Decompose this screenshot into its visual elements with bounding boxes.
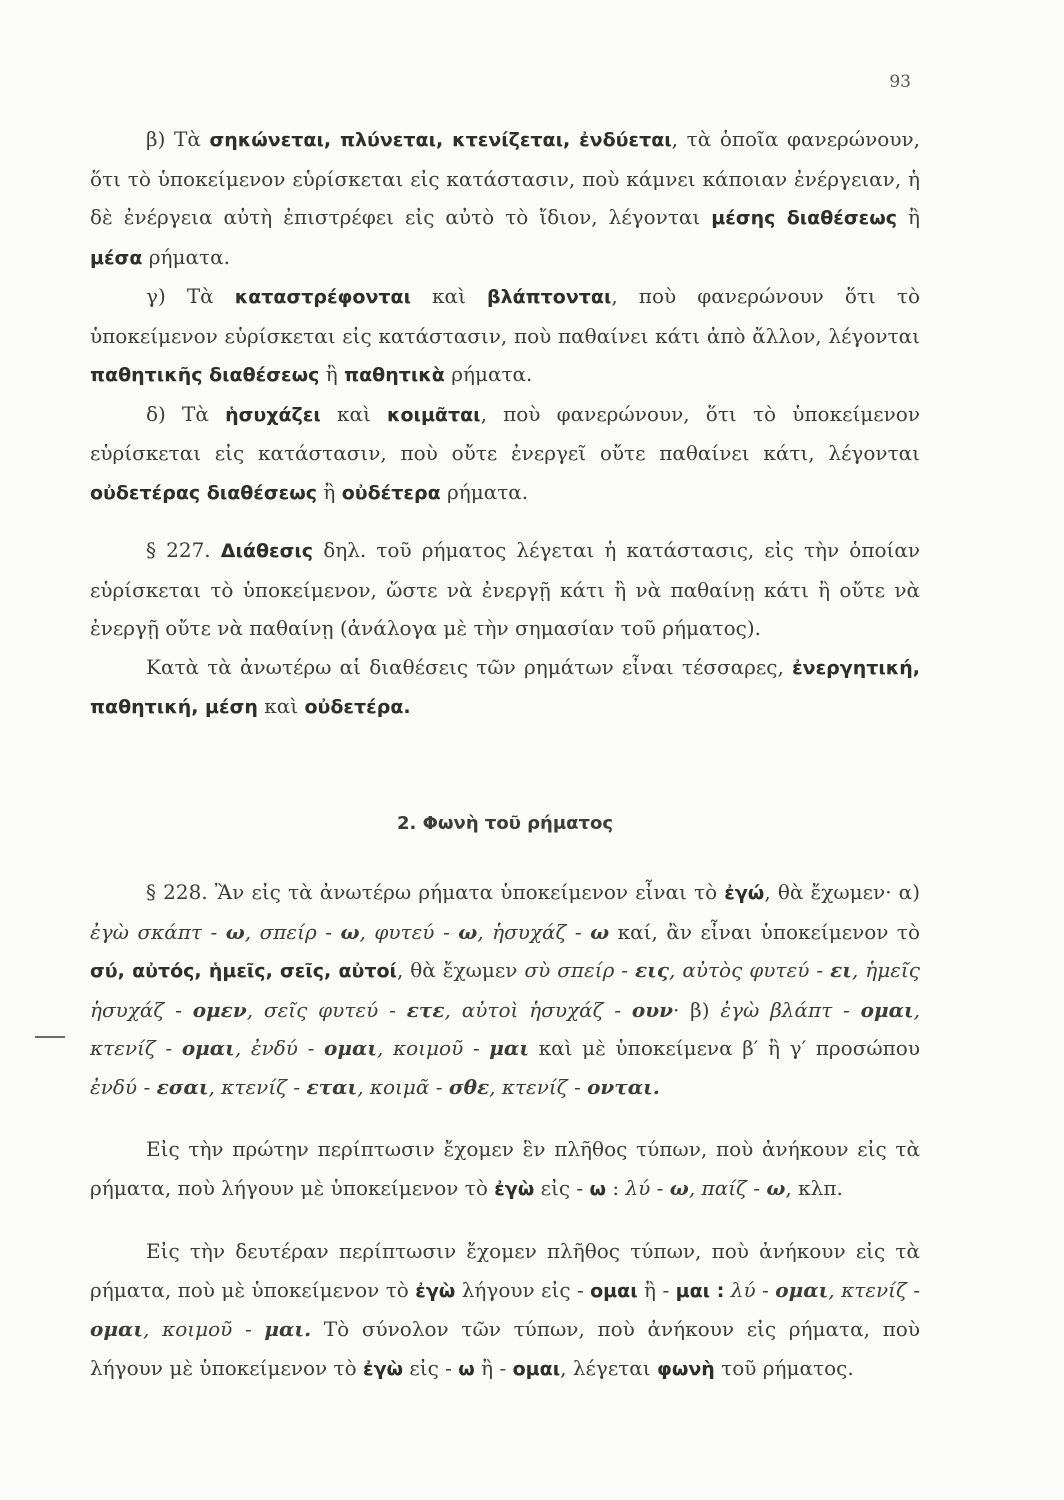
text-run: , λέγεται bbox=[560, 1355, 657, 1380]
text-run: καὶ bbox=[257, 694, 305, 718]
bold-term: παθητικῆς διαθέσεως bbox=[90, 364, 320, 386]
bold-term: σηκώνεται, πλύνεται, κτενίζεται, ἐνδύεται bbox=[209, 129, 672, 151]
text-run: , ποὺ φανερώνουν, ὅτι τὸ ὑποκείμενον εὑρίσκεται εἰς κατάστασιν, ποὺ οὔτε ἐνεργεῖ οὔτε παθαίνει κάτι, λέγονται bbox=[90, 401, 921, 465]
ending: ω bbox=[340, 919, 360, 944]
bold-term: παθητικὰ bbox=[344, 364, 445, 386]
paragraph-delta bbox=[90, 395, 920, 513]
ending: εις bbox=[635, 958, 670, 982]
bold-term: ω bbox=[458, 1357, 475, 1380]
italic-example: λύ - bbox=[730, 1277, 776, 1302]
text-run: εἰς - bbox=[534, 1175, 590, 1200]
text-run: καί, ἂν εἶναι ὑποκείμενον τὸ bbox=[609, 919, 921, 944]
text-run: ἢ - bbox=[474, 1355, 513, 1380]
ending: ομαι bbox=[324, 1036, 378, 1060]
ending: μαι. bbox=[264, 1317, 312, 1341]
ending: ει bbox=[830, 958, 852, 982]
italic-example: ἐγὼ βλάπτ - bbox=[720, 997, 861, 1022]
italic-example: σὺ σπείρ - bbox=[524, 958, 635, 982]
bold-term: οὐδέτερα bbox=[341, 481, 441, 504]
bold-term: ἐνεργητική, παθητική, μέση bbox=[90, 656, 920, 718]
paragraph-gamma bbox=[90, 277, 920, 395]
italic-example: , σεῖς φυτεύ - bbox=[246, 997, 407, 1022]
text-run: Εἰς τὴν πρώτην περίπτωσιν ἔχομεν ἓν πλῆθος τύπων, ποὺ ἀνήκουν εἰς τὰ ρήματα, ποὺ λήγουν μὲ ὑποκείμενον τὸ bbox=[90, 1137, 920, 1200]
bold-term: οὐδετέρα. bbox=[304, 696, 411, 718]
italic-example: , παίζ - bbox=[688, 1175, 767, 1200]
italic-example: , κτενίζ - bbox=[208, 1074, 307, 1099]
bold-term: ομαι bbox=[590, 1279, 638, 1302]
italic-example: , κοιμοῦ - bbox=[377, 1036, 490, 1060]
bold-term: κοιμᾶται bbox=[386, 403, 481, 426]
text-run: ἢ bbox=[319, 362, 345, 386]
italic-example: , κτενίζ - bbox=[90, 997, 921, 1060]
italic-example: , κοιμοῦ - bbox=[143, 1317, 265, 1341]
text-run: Τὸ σύνολον τῶν τύπων, ποὺ ἀνήκουν εἰς ρήματα, ποὺ λήγουν μὲ ὑποκείμενον τὸ bbox=[90, 1317, 920, 1380]
bold-term: ἐγὼ bbox=[415, 1279, 456, 1302]
ending: ω bbox=[458, 919, 478, 944]
ending: ομεν bbox=[192, 997, 247, 1022]
text-run: ἢ - bbox=[637, 1277, 676, 1302]
text-run: , θὰ ἔχωμεν bbox=[396, 958, 525, 982]
text-run: , τὰ ὁποῖα φανερώνουν, ὅτι τὸ ὑποκείμενον εὑρίσκεται εἰς κατάστασιν, ποὺ κάμνει κάποιαν ἐνέργειαν, ἡ δὲ ἐνέργεια αὐτὴ ἐπιστρέφει εἰς αὐτὸ τὸ ἴδιον, λέγονται bbox=[90, 127, 920, 229]
ending: ετε bbox=[406, 997, 445, 1022]
body-text bbox=[90, 120, 920, 1388]
margin-dash-mark bbox=[35, 1036, 65, 1038]
page-number: 93 bbox=[889, 72, 911, 92]
italic-example: , σπείρ - bbox=[244, 919, 341, 944]
bold-term: ομαι bbox=[512, 1357, 561, 1380]
italic-example: ἐνδύ - bbox=[90, 1074, 157, 1099]
italic-example: ἐγὼ σκάπτ - bbox=[90, 919, 226, 944]
section-number: § 227. bbox=[146, 538, 221, 562]
ending: ομαι bbox=[90, 1317, 144, 1341]
italic-example: , αὐτοὶ ἡσυχάζ - bbox=[444, 997, 632, 1022]
ending: σθε bbox=[448, 1074, 490, 1099]
paragraph-228 bbox=[90, 873, 920, 1106]
text-run: γ) Τὰ bbox=[146, 284, 235, 308]
bold-term: οὐδετέρας διαθέσεως bbox=[90, 481, 318, 504]
italic-example: , κοιμᾶ - bbox=[357, 1074, 449, 1099]
ending: ομαι bbox=[860, 997, 914, 1022]
section-number: § 228. Ἂν εἰς τὰ ἀνωτέρω ρήματα ὑποκείμενον εἶναι τὸ bbox=[146, 880, 725, 904]
italic-example: , κτενίζ - bbox=[828, 1277, 921, 1302]
text-run: Κατὰ τὰ ἀνωτέρω αἱ διαθέσεις τῶν ρημάτων εἶναι τέσσαρες, bbox=[146, 654, 793, 679]
paragraph-second-case bbox=[90, 1232, 920, 1388]
text-run: : bbox=[606, 1175, 626, 1200]
text-run: ἢ bbox=[317, 479, 342, 504]
text-run: εἰς - bbox=[403, 1355, 459, 1380]
italic-example: , φυτεύ - bbox=[359, 919, 459, 944]
text-run: β) Τὰ bbox=[146, 127, 210, 151]
ending: εται bbox=[306, 1074, 358, 1099]
section-heading: 2. Φωνὴ τοῦ ρήματος bbox=[396, 812, 614, 834]
text-run: ρήματα. bbox=[440, 479, 529, 504]
ending: ουν bbox=[631, 997, 673, 1022]
ending: ομαι bbox=[775, 1277, 829, 1302]
text-run: καὶ bbox=[320, 401, 387, 426]
bold-term: ἐγὼ bbox=[363, 1357, 404, 1380]
text-run: , θὰ ἔχωμεν· α) bbox=[764, 880, 920, 904]
text-run: τοῦ ρήματος. bbox=[714, 1355, 854, 1380]
italic-example: , ἡμεῖς ἡσυχάζ - bbox=[90, 958, 920, 1022]
text-run: ρήματα. bbox=[444, 362, 533, 386]
italic-example: λύ - bbox=[625, 1175, 670, 1200]
ending: ω bbox=[766, 1175, 786, 1200]
bold-term: μέσης διαθέσεως bbox=[711, 207, 897, 229]
text-run: ἢ bbox=[897, 205, 921, 229]
text-run: , ποὺ φανερώνουν ὅτι τὸ ὑποκείμενον εὑρίσκεται εἰς κατάστασιν, ποὺ παθαίνει κάτι ἀπὸ ἄλλον, λέγονται bbox=[90, 284, 920, 348]
bold-term: ἡσυχάζει bbox=[225, 403, 321, 426]
text-run: δηλ. τοῦ ρήματος λέγεται ἡ κατάστασις, εἰς τὴν ὁποίαν εὑρίσκεται τὸ ὑποκείμενον, ὥστε νὰ ἐνεργῇ κάτι ἢ νὰ παθαίνῃ κάτι ἢ οὔτε νὰ ἐνεργῇ οὔτε νὰ παθαίνῃ (ἀνάλογα μὲ τὴν σημασίαν τοῦ ρήματος). bbox=[90, 538, 921, 640]
text-run: καὶ bbox=[411, 284, 487, 308]
ending: ω bbox=[590, 919, 610, 944]
text-run: δ) Τὰ bbox=[146, 401, 226, 426]
text-run: , κλπ. bbox=[785, 1175, 843, 1200]
bold-term: καταστρέφονται bbox=[234, 286, 411, 308]
text-run: καὶ μὲ ὑποκείμενα β′ ἢ γ′ προσώπου bbox=[529, 1036, 920, 1060]
text-run: λήγουν εἰς - bbox=[455, 1277, 591, 1302]
italic-example: , ἐνδύ - bbox=[234, 1036, 324, 1060]
bold-term: βλάπτονται bbox=[486, 286, 612, 308]
paragraph-diatheseis bbox=[90, 648, 920, 727]
italic-example: , κτενίζ - bbox=[489, 1074, 588, 1099]
paragraph-first-case bbox=[90, 1130, 920, 1208]
bold-term: φωνὴ bbox=[656, 1357, 715, 1380]
ending: εσαι bbox=[156, 1074, 209, 1099]
paragraph-beta bbox=[90, 120, 920, 277]
bold-term: μέσα bbox=[90, 246, 143, 269]
bold-term: ἐγὼ bbox=[494, 1177, 535, 1200]
ending: ομαι bbox=[181, 1036, 235, 1060]
bold-term: ἐγώ bbox=[724, 882, 765, 904]
ending: ονται. bbox=[587, 1074, 660, 1099]
bold-term: μαι : bbox=[675, 1279, 725, 1302]
text-run: ρήματα. bbox=[142, 244, 230, 269]
bold-term: ω bbox=[589, 1177, 607, 1200]
ending: ω bbox=[225, 919, 245, 944]
italic-example: , ἡσυχάζ - bbox=[477, 919, 591, 944]
ending: ω bbox=[669, 1175, 689, 1200]
bold-term: Διάθεσις bbox=[220, 540, 314, 562]
ending: μαι bbox=[489, 1036, 530, 1060]
paragraph-227 bbox=[90, 531, 920, 648]
italic-example: , αὐτὸς φυτεύ - bbox=[669, 958, 831, 982]
text-run: Εἰς τὴν δευτέραν περίπτωσιν ἔχομεν πλῆθος τύπων, ποὺ ἀνήκουν εἰς τὰ ρήματα, ποὺ μὲ ὑποκείμενον τὸ bbox=[90, 1239, 920, 1302]
bold-term: σύ, αὐτός, ἡμεῖς, σεῖς, αὐτοί bbox=[90, 960, 397, 982]
text-run: · β) bbox=[672, 997, 721, 1022]
